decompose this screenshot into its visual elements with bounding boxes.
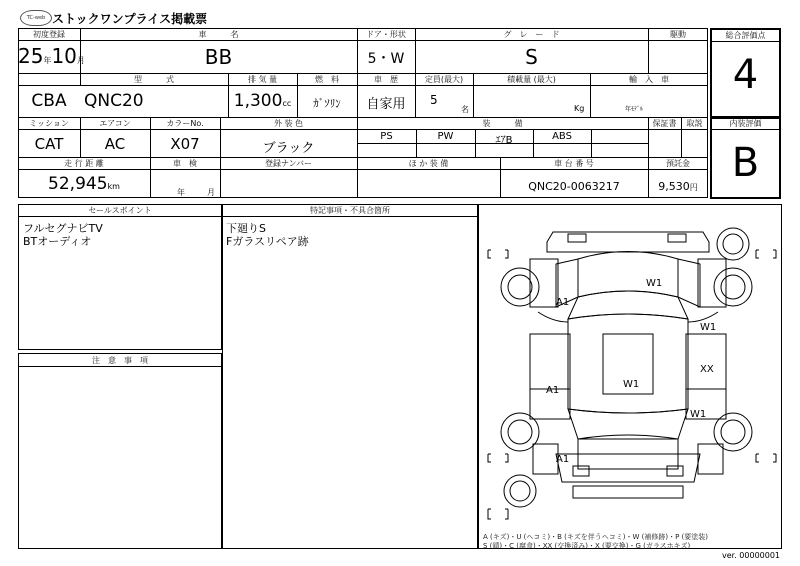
color-no-value: X07 [170,135,200,153]
damage-mark: A1 [546,385,560,396]
warranty-label: 保証書 [652,119,677,128]
inspection-label: 車 検 [173,159,197,168]
manual-label: 取説 [686,119,703,128]
capacity-label: 定員(最大) [424,75,464,84]
mileage-number: 52,945 [48,174,108,194]
equip-item: ABS [552,131,572,142]
special-note-line: Fガラスリペア跡 [226,235,309,248]
history-value: 自家用 [366,97,406,112]
exterior-color-label: 外 装 色 [273,119,304,128]
exterior-color-value: ブラック [262,141,315,156]
car-name-value: BB [204,45,233,69]
first-reg-year-unit: 年 [43,56,52,65]
mileage-unit: km [107,182,120,191]
equipment-label: 装 備 [482,119,523,128]
document-title: ストックワンプライス掲載票 [52,12,208,26]
first-reg-year: 25 [18,44,44,68]
special-note-line: 下廻りS [226,222,266,235]
displacement-number: 1,300 [233,91,283,111]
other-equip-label: ほ か 装 備 [408,159,449,168]
mission-label: ミッション [29,119,69,128]
overall-rating-label: 総合評価点 [725,31,766,40]
drive-label: 駆動 [670,30,686,39]
damage-mark: W1 [700,322,717,333]
notices-label: 注 意 事 項 [92,356,148,365]
equip-item: ｴｱB [495,135,513,146]
grade-value: S [525,45,538,69]
aircon-label: エアコン [99,119,131,128]
aircon-value: AC [104,135,126,153]
deposit-label: 預託金 [666,159,690,168]
damage-mark: W1 [646,278,663,289]
history-label: 車 歴 [374,75,398,84]
damage-legend-line: A (キズ)・U (ヘコミ)・B (キズを伴うヘコミ)・W (補修跡)・P (要塗装) [483,533,709,541]
equip-item: PS [380,131,393,142]
door-value: 5・W [367,51,405,67]
damage-mark: XX [700,364,714,375]
logo: TC-web [20,10,52,26]
sales-point-line: BTオーディオ [23,235,92,248]
mission-value: CAT [34,135,64,153]
plate-label: 登録ナンバー [264,159,313,168]
import-sub: 年ﾓﾃﾞﾙ [625,106,644,113]
fuel-label: 燃 料 [315,75,339,84]
special-notes-box [222,204,478,549]
displacement-value [228,91,297,111]
deposit-unit: 円 [689,183,698,192]
special-notes-label: 特記事項・不具合箇所 [310,206,390,215]
inspection-year-unit: 年 [177,188,185,197]
first-reg-month-unit: 月 [76,56,85,65]
chassis-label: 車 台 番 号 [554,159,594,168]
equip-item: PW [437,131,454,142]
damage-legend-line: S (錆)・C (腐食)・XX (交換済み)・X (要交換)・G (ガラスホキズ) [483,542,691,550]
model-value: QNC20 [84,91,144,111]
first-reg-value [18,44,85,68]
model-prefix: CBA [31,91,67,111]
overall-rating-value: 4 [732,52,759,98]
import-label: 輸 入 車 [629,75,669,84]
displacement-label: 排 気 量 [247,75,278,84]
damage-mark: W1 [690,409,707,420]
version-label: ver. 00000001 [722,551,781,560]
load-label: 積載量 (最大) [507,75,556,84]
car-name-label: 車 名 [198,30,239,39]
notices-box [18,353,222,549]
load-unit: Kg [574,104,585,113]
door-label: ドア・形状 [366,30,406,39]
color-no-label: カラーNo. [166,119,204,128]
chassis-value: QNC20-0063217 [528,180,620,193]
displacement-unit: cc [282,99,292,108]
grade-label: グ レ ー ド [503,30,560,39]
sales-points-label: セールスポイント [88,206,152,215]
sales-point-line: フルセグナビTV [23,222,103,235]
capacity-unit: 名 [461,105,469,114]
interior-rating-label: 内装評価 [729,119,762,128]
mileage-value [18,174,150,194]
deposit-value [648,180,708,193]
capacity-value: 5 [430,93,438,107]
car-damage-diagram [478,204,782,549]
interior-rating-value: B [731,140,760,186]
deposit-number: 9,530 [658,180,690,193]
mileage-label: 走 行 距 離 [64,159,104,168]
damage-mark: A1 [556,454,570,465]
first-reg-label: 初度登録 [33,30,65,39]
inspection-month-unit: 月 [207,188,215,197]
fuel-value: ｶﾞｿﾘﾝ [313,97,341,110]
damage-mark: W1 [623,379,640,390]
first-reg-month: 10 [51,44,77,68]
model-label: 型 式 [134,75,174,84]
damage-mark: A1 [556,297,570,308]
